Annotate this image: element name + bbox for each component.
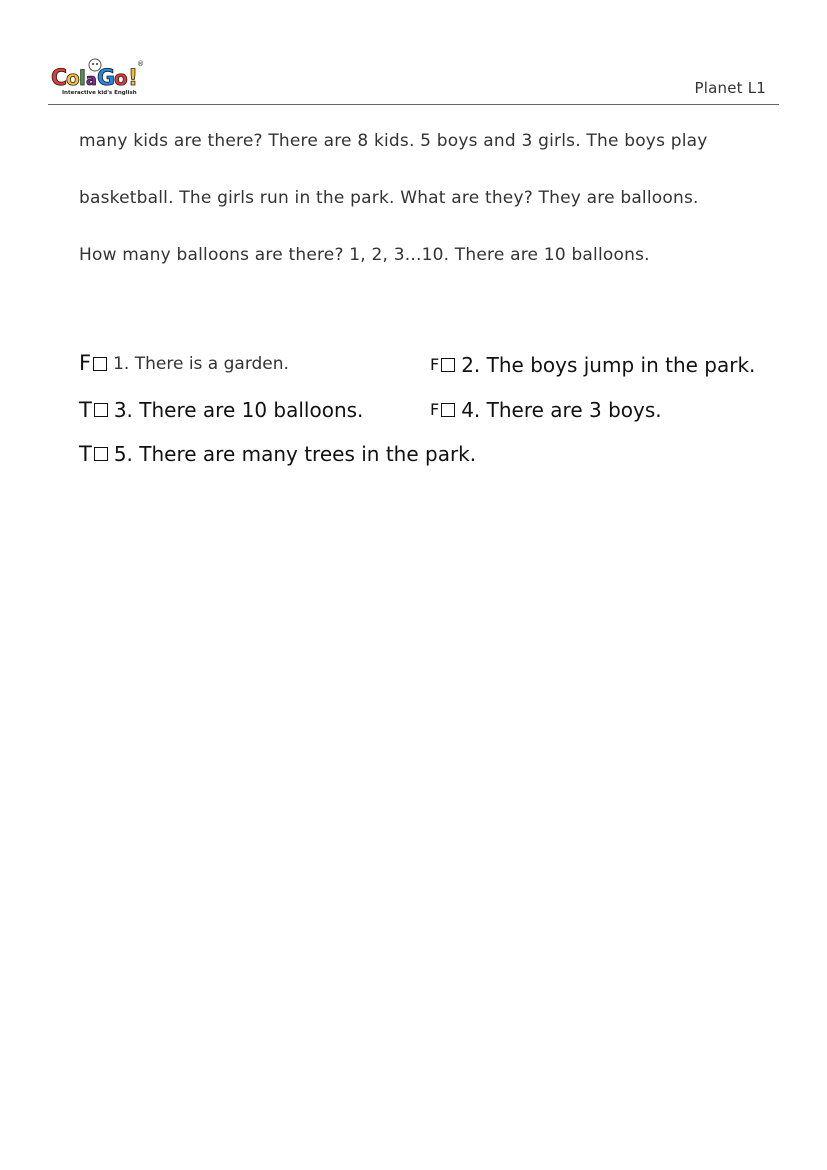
question-text: 5. There are many trees in the park.: [113, 442, 477, 466]
answer-mark: T: [79, 441, 92, 466]
svg-text:C: C: [51, 66, 68, 91]
cola-go-logo-graphic: [49, 57, 144, 97]
question-1: [79, 353, 289, 374]
answer-checkbox[interactable]: [93, 357, 107, 371]
passage-line: basketball. The girls run in the park. What are they? They are balloons.: [79, 188, 699, 208]
question-text: 2. The boys jump in the park.: [461, 353, 756, 377]
question-2: [430, 353, 755, 377]
question-4: [430, 398, 662, 422]
level-label: Planet L1: [694, 79, 766, 97]
passage-line: many kids are there? There are 8 kids. 5 boys and 3 girls. The boys play: [79, 131, 708, 151]
passage-line: How many balloons are there? 1, 2, 3...10. There are 10 balloons.: [79, 245, 650, 265]
answer-mark: F: [79, 351, 92, 375]
svg-text:o: o: [66, 66, 80, 90]
header-divider: [48, 104, 779, 105]
answer-checkbox[interactable]: [94, 447, 108, 461]
question-text: 1. There is a garden.: [113, 353, 289, 374]
answer-mark: F: [430, 355, 440, 374]
svg-text:a: a: [86, 70, 97, 89]
answer-mark: T: [79, 397, 92, 422]
question-text: 4. There are 3 boys.: [461, 398, 662, 422]
brand-logo: [49, 57, 144, 97]
question-5: [79, 442, 476, 466]
registered-mark: ®: [137, 60, 144, 68]
svg-text:G: G: [97, 66, 116, 91]
question-text: 3. There are 10 balloons.: [113, 398, 364, 422]
answer-checkbox[interactable]: [441, 358, 455, 372]
answer-checkbox[interactable]: [441, 403, 455, 417]
logo-tagline: Interactive kid's English: [62, 90, 137, 96]
answer-mark: F: [430, 400, 440, 419]
answer-checkbox[interactable]: [94, 403, 108, 417]
svg-text:l: l: [79, 66, 86, 90]
svg-text:!: !: [128, 66, 139, 91]
question-3: [79, 398, 363, 422]
svg-text:o: o: [114, 66, 128, 90]
